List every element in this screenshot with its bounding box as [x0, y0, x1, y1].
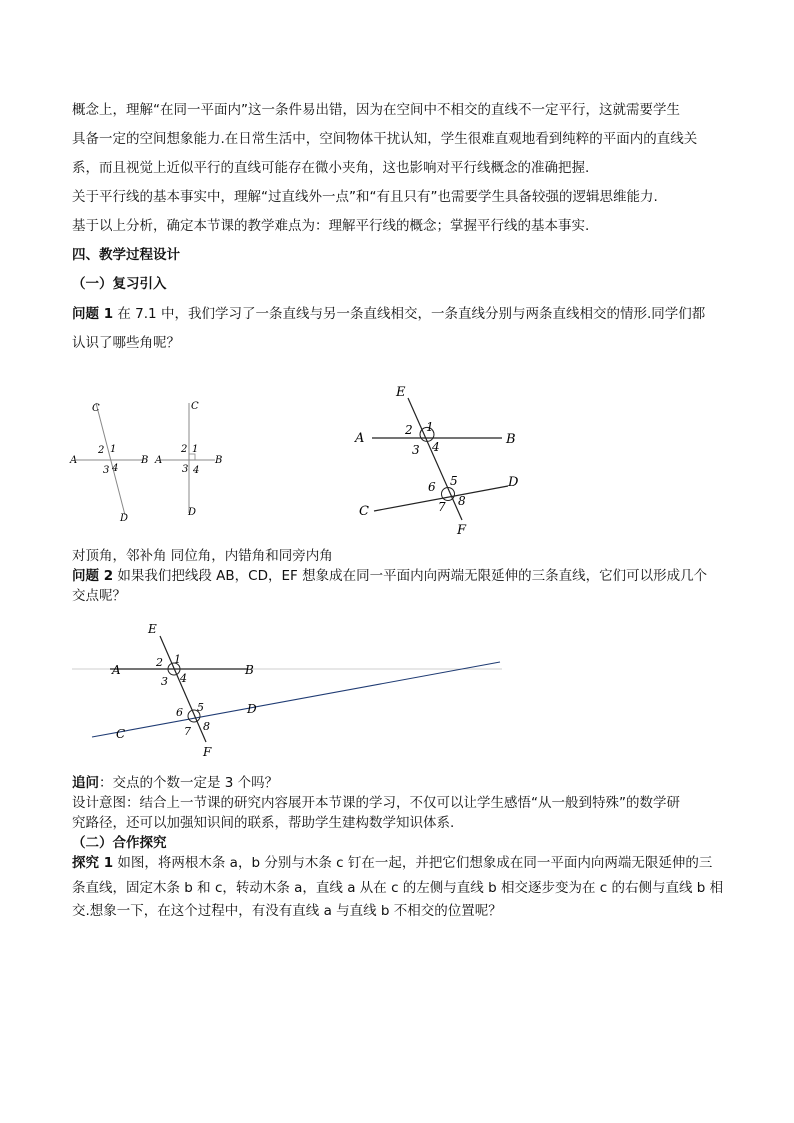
fig1b-angle-1: 1 — [192, 444, 199, 455]
subsection-1-heading: （一）复习引入 — [72, 276, 167, 292]
question-2-text: 如果我们把线段 AB，CD，EF 想象成在同一平面内向两端无限延伸的三条直线，它们可以形成几个 — [117, 568, 708, 584]
explore-1-label: 探究 1 — [72, 855, 114, 871]
fig1a-label-D: D — [120, 513, 129, 524]
fig1a-angle-1: 1 — [110, 444, 117, 455]
fig1c-label-F: F — [457, 523, 467, 538]
followup-label: 追问 — [72, 775, 99, 791]
explore-1-line1 — [72, 853, 722, 873]
fig1c-angle-3: 3 — [412, 443, 420, 457]
figure-extended-lines — [70, 618, 510, 758]
fig2-label-A: A — [112, 663, 121, 677]
question-1-line1 — [72, 300, 722, 329]
angles-answer: 对顶角，邻补角 同位角，内错角和同旁内角 — [72, 548, 333, 564]
explore-1-line2: 条直线，固定木条 b 和 c，转动木条 a，直线 a 从在 c 的左侧与直线 b 相交逐步变为在 c 的右侧与直线 b 相 — [72, 880, 724, 896]
fig2-angle-3: 3 — [161, 675, 168, 688]
fig1c-label-B: B — [506, 432, 516, 447]
question-1-text: 在 7.1 中，我们学习了一条直线与另一条直线相交，一条直线分别与两条直线相交的情形.同学们都 — [117, 306, 706, 322]
fig1a-angle-4: 4 — [112, 463, 119, 474]
design-intent-line1: 设计意图：结合上一节课的研究内容展开本节课的学习，不仅可以让学生感悟“从一般到特殊”的数学研 — [72, 795, 680, 811]
explore-1-line3: 交.想象一下，在这个过程中，有没有直线 a 与直线 b 不相交的位置呢？ — [72, 903, 502, 919]
fig2-angle-7: 7 — [184, 725, 191, 738]
fig1a-label-B: B — [141, 455, 149, 466]
figure-perpendicular — [155, 395, 235, 525]
fig1c-angle-4: 4 — [432, 440, 440, 454]
fig1a-angle-3: 3 — [103, 465, 110, 476]
para1-line3: 系，而且视觉上近似平行的直线可能存在微小夹角，这也影响对平行线概念的准确把握. — [72, 160, 590, 176]
fig2-angle-2: 2 — [156, 656, 163, 669]
fig2-angle-6: 6 — [176, 706, 183, 719]
question-1-line2: 认识了哪些角呢？ — [72, 335, 180, 351]
figure-transversal — [352, 380, 532, 540]
fig1b-label-D: D — [188, 507, 197, 518]
fig1c-label-D: D — [508, 475, 519, 490]
fig2-label-F: F — [203, 745, 212, 759]
question-1-label: 问题 1 — [72, 306, 114, 322]
fig2-label-B: B — [245, 663, 254, 677]
fig1a-angle-2: 2 — [98, 445, 105, 456]
fig1b-angle-4: 4 — [193, 465, 200, 476]
explore-1-text: 如图，将两根木条 a，b 分别与木条 c 钉在一起，并把它们想象成在同一平面内向两端无限延伸的三 — [117, 855, 713, 871]
fig1b-angle-2: 2 — [181, 444, 188, 455]
fig1b-label-C: C — [191, 401, 199, 412]
fig1c-angle-7: 7 — [438, 500, 446, 514]
question-2-line1 — [72, 566, 722, 586]
fig2-label-C: C — [116, 727, 126, 741]
fig1c-angle-5: 5 — [450, 474, 458, 488]
fig1b-label-B: B — [215, 455, 223, 466]
figure-vertical-angles — [68, 395, 158, 525]
section-4-heading: 四、教学过程设计 — [72, 247, 180, 263]
subsection-2-heading: （二）合作探究 — [72, 835, 167, 851]
followup-text: ：交点的个数一定是 3 个吗？ — [99, 775, 279, 791]
para1-line2: 具备一定的空间想象能力.在日常生活中，空间物体干扰认知，学生很难直观地看到纯粹的平面内的直线关 — [72, 131, 698, 147]
fig2-angle-1: 1 — [174, 653, 181, 666]
design-intent-line2: 究路径，还可以加强知识间的联系，帮助学生建构数学知识体系. — [72, 815, 455, 831]
fig1a-label-C: C — [92, 403, 100, 414]
para3: 基于以上分析，确定本节课的教学难点为：理解平行线的概念；掌握平行线的基本事实. — [72, 218, 590, 234]
fig2-angle-4: 4 — [180, 672, 187, 685]
fig1c-label-C: C — [359, 504, 369, 519]
para2: 关于平行线的基本事实中，理解“过直线外一点”和“有且只有”也需要学生具备较强的逻辑思维能力. — [72, 189, 658, 205]
fig2-label-E: E — [148, 622, 157, 636]
fig1c-label-A: A — [355, 431, 365, 446]
fig1c-angle-1: 1 — [426, 420, 434, 434]
fig1c-angle-2: 2 — [405, 423, 413, 437]
question-2-line2: 交点呢？ — [72, 588, 126, 604]
question-2-label: 问题 2 — [72, 568, 114, 584]
para1-line1: 概念上，理解“在同一平面内”这一条件易出错，因为在空间中不相交的直线不一定平行，这就需要学生 — [72, 102, 680, 118]
fig1b-label-A: A — [155, 455, 163, 466]
fig1b-angle-3: 3 — [182, 464, 189, 475]
fig2-angle-5: 5 — [197, 701, 204, 714]
fig2-label-D: D — [247, 702, 257, 716]
followup-line — [72, 773, 722, 793]
fig1c-label-E: E — [396, 385, 406, 400]
fig1c-angle-6: 6 — [428, 480, 436, 494]
fig1a-label-A: A — [70, 455, 78, 466]
fig1c-angle-8: 8 — [458, 494, 466, 508]
fig2-angle-8: 8 — [203, 720, 210, 733]
